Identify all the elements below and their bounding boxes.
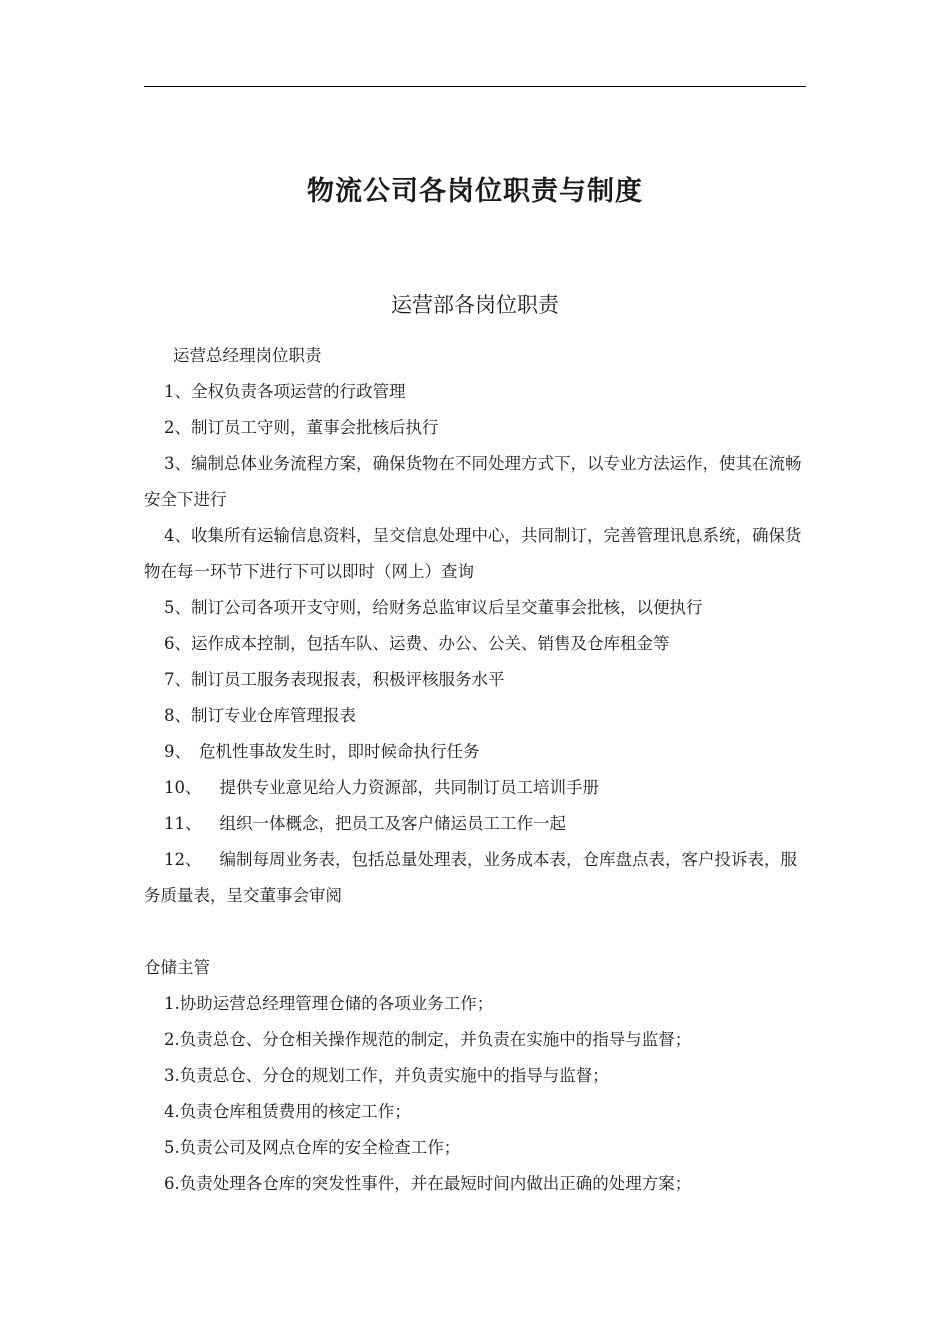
list-item: 9、 危机性事故发生时，即时候命执行任务 xyxy=(164,742,480,761)
document-title: 物流公司各岗位职责与制度 xyxy=(307,176,643,207)
list-item: 4、收集所有运输信息资料，呈交信息处理中心，共同制订，完善管理讯息系统，确保货物在每一环节下进行下可以即时（网上）查询 xyxy=(144,526,802,581)
storage-heading: 仓储主管 xyxy=(144,958,210,977)
list-item: 5.负责公司及网点仓库的安全检查工作； xyxy=(164,1138,461,1157)
list-item: 6.负责处理各仓库的突发性事件，并在最短时间内做出正确的处理方案； xyxy=(164,1174,692,1193)
list-item: 11、 组织一体概念，把员工及客户储运员工工作一起 xyxy=(164,814,566,833)
list-item: 3.负责总仓、分仓的规划工作，并负责实施中的指导与监督； xyxy=(164,1066,609,1085)
document-body xyxy=(144,338,806,1202)
list-item: 2、制订员工守则，董事会批核后执行 xyxy=(164,418,439,437)
header-rule xyxy=(144,86,806,87)
section-title: 运营部各岗位职责 xyxy=(391,293,559,317)
list-item: 12、 编制每周业务表，包括总量处理表，业务成本表，仓库盘点表，客户投诉表，服务质量表，呈交董事会审阅 xyxy=(144,850,797,905)
list-item: 6、运作成本控制，包括车队、运费、办公、公关、销售及仓库租金等 xyxy=(164,634,670,653)
gm-heading: 运营总经理岗位职责 xyxy=(173,346,322,365)
list-item: 7、制订员工服务表现报表，积极评核服务水平 xyxy=(164,670,505,689)
list-item: 10、 提供专业意见给人力资源部，共同制订员工培训手册 xyxy=(164,778,599,797)
list-item: 5、制订公司各项开支守则，给财务总监审议后呈交董事会批核，以便执行 xyxy=(164,598,703,617)
spacer xyxy=(144,914,806,950)
list-item: 8、制订专业仓库管理报表 xyxy=(164,706,356,725)
list-item: 1.协助运营总经理管理仓储的各项业务工作； xyxy=(164,994,494,1013)
list-item: 2.负责总仓、分仓相关操作规范的制定，并负责在实施中的指导与监督； xyxy=(164,1030,692,1049)
list-item: 4.负责仓库租赁费用的核定工作； xyxy=(164,1102,411,1121)
list-item: 1、全权负责各项运营的行政管理 xyxy=(164,382,406,401)
list-item: 3、编制总体业务流程方案，确保货物在不同处理方式下，以专业方法运作，使其在流畅安全下进行 xyxy=(144,454,802,509)
